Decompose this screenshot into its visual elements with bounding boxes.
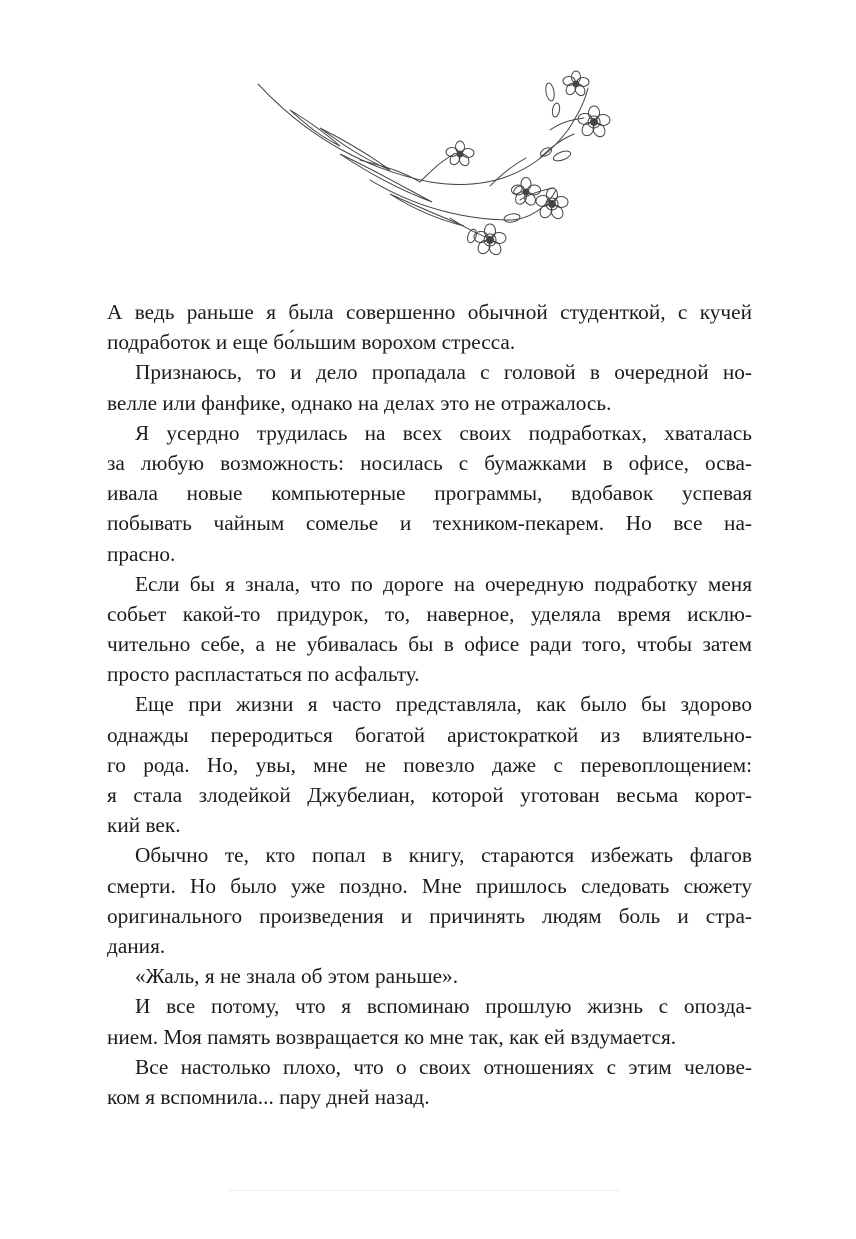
text-line: Я усердно трудилась на всех своих подработках, хваталась [135,420,752,445]
text-line: за любую возможность: носилась с бумажками в офисе, осва- [107,450,752,475]
text-line: Обычно те, кто попал в книгу, стараются избежать флагов [135,843,752,868]
text-line: собьет какой-то придурок, то, наверное, уделяла время исклю- [107,601,752,626]
text-line: ивала новые компьютерные программы, вдобавок успевая [107,481,752,506]
text-line: кий век. [107,813,181,838]
text-line: «Жаль, я не знала об этом раньше». [135,964,459,989]
text-line: оригинального произведения и причинять людям боль и стра- [107,903,752,928]
text-line: подработок и еще бо́льшим ворохом стресса. [107,330,516,355]
text-line: чительно себе, а не убивалась бы в офисе ради того, чтобы затем [107,632,752,657]
text-line: нием. Моя память возвращается ко мне так, как ей вздумается. [107,1024,677,1049]
text-line: смерти. Но было уже поздно. Мне пришлось следовать сюжету [107,873,752,898]
text-line: побывать чайным сомелье и техником-пекарем. Но все на- [107,511,752,536]
text-line: велле или фанфике, однако на делах это не отражалось. [107,390,612,415]
text-line: Все настолько плохо, что о своих отношениях с этим челове- [135,1054,752,1079]
text-line: И все потому, что я вспоминаю прошлую жизнь с опозда- [135,994,752,1019]
text-line: дания. [107,933,166,958]
footer-divider [228,1190,620,1191]
text-line: го рода. Но, увы, мне не повезло даже с перевоплощением: [107,752,752,777]
text-line: прасно. [107,541,176,566]
text-line: ком я вспомнила... пару дней назад. [107,1084,430,1109]
text-line: Признаюсь, то и дело пропадала с головой в очередной но- [135,360,752,385]
text-line: Еще при жизни я часто представляла, как было бы здорово [135,692,752,717]
body-text [107,297,752,1112]
text-line: А ведь раньше я была совершенно обычной студенткой, с кучей [107,300,752,324]
floral-branch-icon [250,70,620,260]
text-line: я стала злодейкой Джубелиан, которой уготован весьма корот- [107,783,752,807]
text-line: Если бы я знала, что по дороге на очередную подработку меня [135,571,752,596]
text-line: просто распластаться по асфальту. [107,662,420,687]
text-line: однажды переродиться богатой аристократкой из влиятельно- [107,722,752,747]
